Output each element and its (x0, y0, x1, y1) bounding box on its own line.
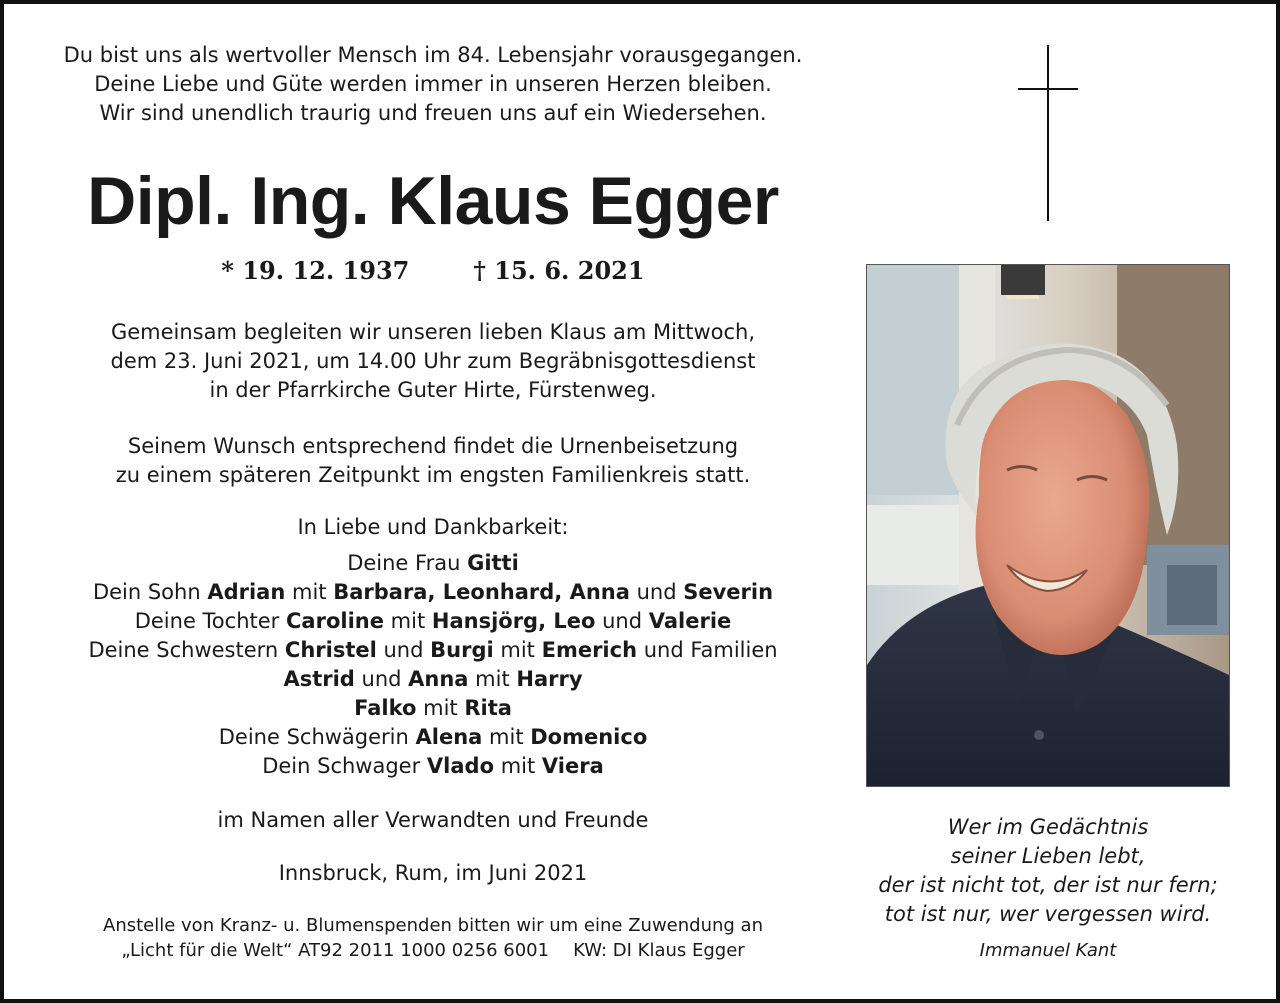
mourner-name: Gitti (467, 551, 519, 575)
mourner-line-son (30, 578, 836, 607)
mourner-name: Emerich (541, 638, 638, 662)
intro-line-2: Deine Liebe und Güte werden immer in unseren Herzen bleiben. (94, 72, 772, 96)
relatives-line: im Namen aller Verwandten und Freunde (217, 808, 649, 832)
mourner-name: Anna (408, 667, 469, 691)
urn-burial-notice (30, 432, 836, 490)
mourners-list (30, 549, 836, 781)
donation-line-1: Anstelle von Kranz- u. Blumenspenden bitten wir um eine Zuwendung an (103, 915, 763, 936)
funeral-line-1: Gemeinsam begleiten wir unseren lieben Klaus am Mittwoch, (110, 320, 756, 344)
donation-line-2 (30, 938, 836, 963)
mourner-text: und (602, 609, 643, 633)
intro-verse (30, 41, 836, 128)
funeral-line-3: in der Pfarrkirche Guter Hirte, Fürstenweg. (209, 378, 657, 402)
quote (866, 813, 1230, 929)
mourner-name: Severin (683, 580, 774, 604)
quote-line-1: Wer im Gedächtnis (947, 815, 1149, 839)
mourner-text: Deine Schwägerin (218, 725, 409, 749)
mourner-line-daughter (30, 607, 836, 636)
death-date: † 15. 6. 2021 (473, 256, 645, 285)
mourner-text: mit (423, 696, 458, 720)
mourner-name: Christel (284, 638, 377, 662)
intro-line-1: Du bist uns als wertvoller Mensch im 84. Lebensjahr vorausgegangen. (63, 43, 803, 67)
mourner-name: Hansjörg, Leo (431, 609, 596, 633)
quote-author: Immanuel Kant (979, 940, 1117, 961)
mourner-line-wife (30, 549, 836, 578)
funeral-line-2: dem 23. Juni 2021, um 14.00 Uhr zum Begräbnisgottesdienst (110, 349, 756, 373)
mourner-text: Dein Sohn (92, 580, 201, 604)
mourner-text: mit (475, 667, 510, 691)
mourner-text: Dein Schwager (262, 754, 421, 778)
mourner-name: Alena (415, 725, 483, 749)
urn-line-2: zu einem späteren Zeitpunkt im engsten Familienkreis statt. (115, 463, 751, 487)
mourner-name: Caroline (286, 609, 384, 633)
cross-vertical-bar (1047, 45, 1049, 221)
mourner-line-sisters (30, 636, 836, 665)
mourner-name: Viera (541, 754, 604, 778)
donation-recipient: „Licht für die Welt“ AT92 2011 1000 0256 6001 (121, 940, 550, 961)
mourner-name: Burgi (430, 638, 494, 662)
donation-reference: KW: DI Klaus Egger (573, 940, 745, 961)
mourner-name: Rita (464, 696, 512, 720)
mourner-name: Adrian (207, 580, 286, 604)
mourner-name: Barbara, Leonhard, Anna (333, 580, 630, 604)
urn-line-1: Seinem Wunsch entsprechend findet die Urnenbeisetzung (127, 434, 739, 458)
mourner-name: Vlado (426, 754, 495, 778)
cross-horizontal-bar (1018, 88, 1078, 90)
mourner-text: Deine Tochter (134, 609, 280, 633)
intro-line-3: Wir sind unendlich traurig und freuen uns auf ein Wiedersehen. (99, 101, 767, 125)
mourner-line-brother-in-law (30, 752, 836, 781)
birth-date: * 19. 12. 1937 (221, 256, 410, 285)
mourner-name: Harry (516, 667, 583, 691)
mourner-name: Falko (354, 696, 417, 720)
mourner-text: mit (292, 580, 327, 604)
mourner-name: Astrid (283, 667, 355, 691)
cross-icon (1018, 45, 1078, 221)
mourner-line-sister-in-law (30, 723, 836, 752)
mourner-text: Deine Schwestern (88, 638, 279, 662)
mourner-text: und (383, 638, 424, 662)
mourner-name: Domenico (530, 725, 648, 749)
mourner-line-astrid (30, 665, 836, 694)
funeral-announcement (30, 318, 836, 405)
mourner-text: und (361, 667, 402, 691)
mourner-name: Valerie (648, 609, 732, 633)
mourner-text: und (636, 580, 677, 604)
portrait-photo (866, 264, 1230, 787)
mourner-line-falko (30, 694, 836, 723)
quote-line-4: tot ist nur, wer vergessen wird. (884, 902, 1212, 926)
quote-line-3: der ist nicht tot, der ist nur fern; (878, 873, 1218, 897)
donation-notice (30, 913, 836, 963)
closing-phrase: In Liebe und Dankbarkeit: (297, 515, 569, 539)
place-date: Innsbruck, Rum, im Juni 2021 (278, 861, 588, 885)
portrait-illustration (867, 265, 1229, 786)
mourner-text: und Familien (643, 638, 778, 662)
life-dates (30, 255, 836, 287)
mourner-text: mit (500, 638, 535, 662)
deceased-name: Dipl. Ing. Klaus Egger (87, 163, 779, 239)
mourner-text: mit (390, 609, 426, 633)
mourner-text: Deine Frau (347, 551, 461, 575)
mourner-text: mit (500, 754, 536, 778)
mourner-text: mit (489, 725, 524, 749)
quote-line-2: seiner Lieben lebt, (950, 844, 1146, 868)
